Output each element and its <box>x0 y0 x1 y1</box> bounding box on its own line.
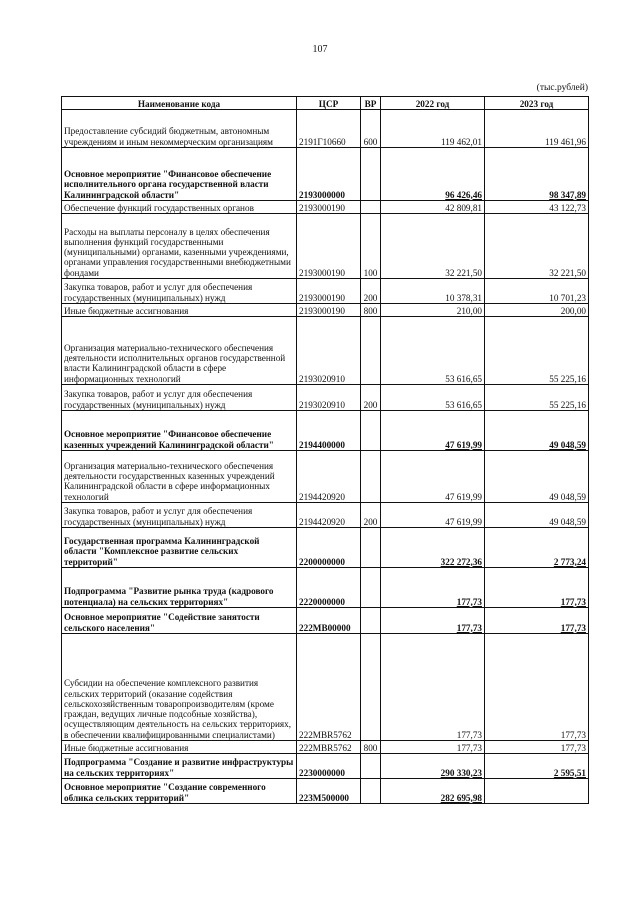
row-csr-code: 2200000000 <box>297 528 361 568</box>
row-vr-code <box>361 754 381 779</box>
table-row <box>62 451 589 503</box>
row-vr-code <box>361 201 381 214</box>
row-value-2022: 290 330,23 <box>381 754 485 779</box>
row-value-2023: 98 347,89 <box>485 148 589 201</box>
row-value-2023: 177,73 <box>485 741 589 754</box>
row-name: Подпрограмма "Создание и развитие инфраструктуры на сельских территориях" <box>62 754 297 779</box>
row-value-2022: 177,73 <box>381 608 485 634</box>
header-row <box>62 97 589 110</box>
table-row <box>62 214 589 279</box>
header-2022: 2022 год <box>381 97 485 110</box>
row-name: Организация материально-технического обеспечения деятельности исполнительных органов государственной власти Калининградской области в сфере информационных технологий <box>62 317 297 385</box>
table-row <box>62 201 589 214</box>
row-csr-code: 222МВR5762 <box>297 741 361 754</box>
row-value-2023: 177,73 <box>485 568 589 608</box>
row-name: Закупка товаров, работ и услуг для обеспечения государственных (муниципальных) нужд <box>62 503 297 528</box>
row-value-2022: 282 695,98 <box>381 779 485 804</box>
row-value-2023: 55 225,16 <box>485 385 589 411</box>
row-value-2023: 200,00 <box>485 304 589 317</box>
row-value-2022: 96 426,46 <box>381 148 485 201</box>
row-vr-code <box>361 568 381 608</box>
row-name: Закупка товаров, работ и услуг для обеспечения государственных (муниципальных) нужд <box>62 279 297 304</box>
table-row <box>62 634 589 741</box>
row-value-2023: 49 048,59 <box>485 451 589 503</box>
row-value-2022: 177,73 <box>381 634 485 741</box>
row-csr-code: 2194400000 <box>297 411 361 451</box>
row-vr-code <box>361 148 381 201</box>
header-2023: 2023 год <box>485 97 589 110</box>
row-csr-code: 222МВ00000 <box>297 608 361 634</box>
row-vr-code: 200 <box>361 503 381 528</box>
row-name: Подпрограмма "Развитие рынка труда (кадрового потенциала) на сельских территориях" <box>62 568 297 608</box>
row-name: Иные бюджетные ассигнования <box>62 741 297 754</box>
table-row <box>62 279 589 304</box>
table-row <box>62 528 589 568</box>
row-value-2022: 42 809,81 <box>381 201 485 214</box>
row-value-2023: 2 595,51 <box>485 754 589 779</box>
row-value-2022: 177,73 <box>381 568 485 608</box>
row-csr-code: 222МВR5762 <box>297 634 361 741</box>
row-name: Основное мероприятие "Содействие занятости сельского населения" <box>62 608 297 634</box>
row-vr-code: 600 <box>361 110 381 148</box>
page-number: 107 <box>312 44 328 55</box>
table-row <box>62 148 589 201</box>
row-value-2023: 43 122,73 <box>485 201 589 214</box>
row-name: Субсидии на обеспечение комплексного развития сельских территорий (оказание содействия сельскохозяйственным товаропроизводителям (кроме граждан, ведущих личные подсобные хозяйства), осуществляющим деятельность на сельских территориях, в обеспечении квалифицированными специалистами) <box>62 634 297 741</box>
row-vr-code: 200 <box>361 279 381 304</box>
row-name: Расходы на выплаты персоналу в целях обеспечения выполнения функций государственными (муниципальными) органами, казенными учреждениями, органами управления государственными внебюджетными фондами <box>62 214 297 279</box>
row-csr-code: 2193000000 <box>297 148 361 201</box>
row-name: Закупка товаров, работ и услуг для обеспечения государственных (муниципальных) нужд <box>62 385 297 411</box>
row-vr-code: 100 <box>361 214 381 279</box>
row-value-2022: 322 272,36 <box>381 528 485 568</box>
row-name: Организация материально-технического обеспечения деятельности государственных казенных учреждений Калининградской области в сфере информационных технологий <box>62 451 297 503</box>
row-vr-code <box>361 411 381 451</box>
row-value-2022: 10 378,31 <box>381 279 485 304</box>
row-value-2023 <box>485 779 589 804</box>
row-value-2023: 177,73 <box>485 608 589 634</box>
row-csr-code: 2194420920 <box>297 451 361 503</box>
row-name: Государственная программа Калининградской области "Комплексное развитие сельских территорий" <box>62 528 297 568</box>
row-csr-code: 2194420920 <box>297 503 361 528</box>
row-value-2023: 49 048,59 <box>485 503 589 528</box>
row-value-2023: 119 461,96 <box>485 110 589 148</box>
row-vr-code: 800 <box>361 741 381 754</box>
table-body <box>62 110 589 804</box>
row-value-2022: 53 616,65 <box>381 385 485 411</box>
row-csr-code: 2220000000 <box>297 568 361 608</box>
table-row <box>62 317 589 385</box>
table-row <box>62 568 589 608</box>
row-vr-code: 200 <box>361 385 381 411</box>
row-value-2023: 55 225,16 <box>485 317 589 385</box>
row-csr-code: 2193000190 <box>297 201 361 214</box>
row-value-2022: 32 221,50 <box>381 214 485 279</box>
table-row <box>62 110 589 148</box>
header-csr: ЦСР <box>297 97 361 110</box>
row-vr-code <box>361 451 381 503</box>
row-value-2023: 177,73 <box>485 634 589 741</box>
row-vr-code <box>361 779 381 804</box>
row-value-2023: 32 221,50 <box>485 214 589 279</box>
row-name: Предоставление субсидий бюджетным, автономным учреждениям и иным некоммерческим организациям <box>62 110 297 148</box>
row-name: Обеспечение функций государственных органов <box>62 201 297 214</box>
row-vr-code <box>361 608 381 634</box>
table-row <box>62 385 589 411</box>
table-row <box>62 411 589 451</box>
row-csr-code: 2193020910 <box>297 385 361 411</box>
table-row <box>62 304 589 317</box>
row-name: Основное мероприятие "Создание современного облика сельских территорий" <box>62 779 297 804</box>
row-value-2022: 177,73 <box>381 741 485 754</box>
units-label: (тыс.рублей) <box>536 83 588 93</box>
row-value-2022: 47 619,99 <box>381 411 485 451</box>
table-row <box>62 503 589 528</box>
budget-table <box>61 96 589 804</box>
row-csr-code: 2230000000 <box>297 754 361 779</box>
row-vr-code <box>361 528 381 568</box>
header-vr: ВР <box>361 97 381 110</box>
row-value-2023: 49 048,59 <box>485 411 589 451</box>
row-name: Основное мероприятие "Финансовое обеспечение казенных учреждений Калининградской области" <box>62 411 297 451</box>
row-csr-code: 2191Г10660 <box>297 110 361 148</box>
row-csr-code: 223М500000 <box>297 779 361 804</box>
row-csr-code: 2193000190 <box>297 304 361 317</box>
row-value-2023: 10 701,23 <box>485 279 589 304</box>
table-row <box>62 741 589 754</box>
row-value-2022: 53 616,65 <box>381 317 485 385</box>
row-value-2022: 47 619,99 <box>381 451 485 503</box>
row-csr-code: 2193000190 <box>297 279 361 304</box>
row-value-2022: 119 462,01 <box>381 110 485 148</box>
row-value-2023: 2 773,24 <box>485 528 589 568</box>
row-vr-code <box>361 317 381 385</box>
row-name: Иные бюджетные ассигнования <box>62 304 297 317</box>
row-vr-code: 800 <box>361 304 381 317</box>
table-row <box>62 608 589 634</box>
row-csr-code: 2193000190 <box>297 214 361 279</box>
row-vr-code <box>361 634 381 741</box>
table-row <box>62 754 589 779</box>
table-row <box>62 779 589 804</box>
header-name: Наименование кода <box>62 97 297 110</box>
row-csr-code: 2193020910 <box>297 317 361 385</box>
row-value-2022: 210,00 <box>381 304 485 317</box>
row-name: Основное мероприятие "Финансовое обеспечение исполнительного органа государственной власти Калининградской области" <box>62 148 297 201</box>
row-value-2022: 47 619,99 <box>381 503 485 528</box>
